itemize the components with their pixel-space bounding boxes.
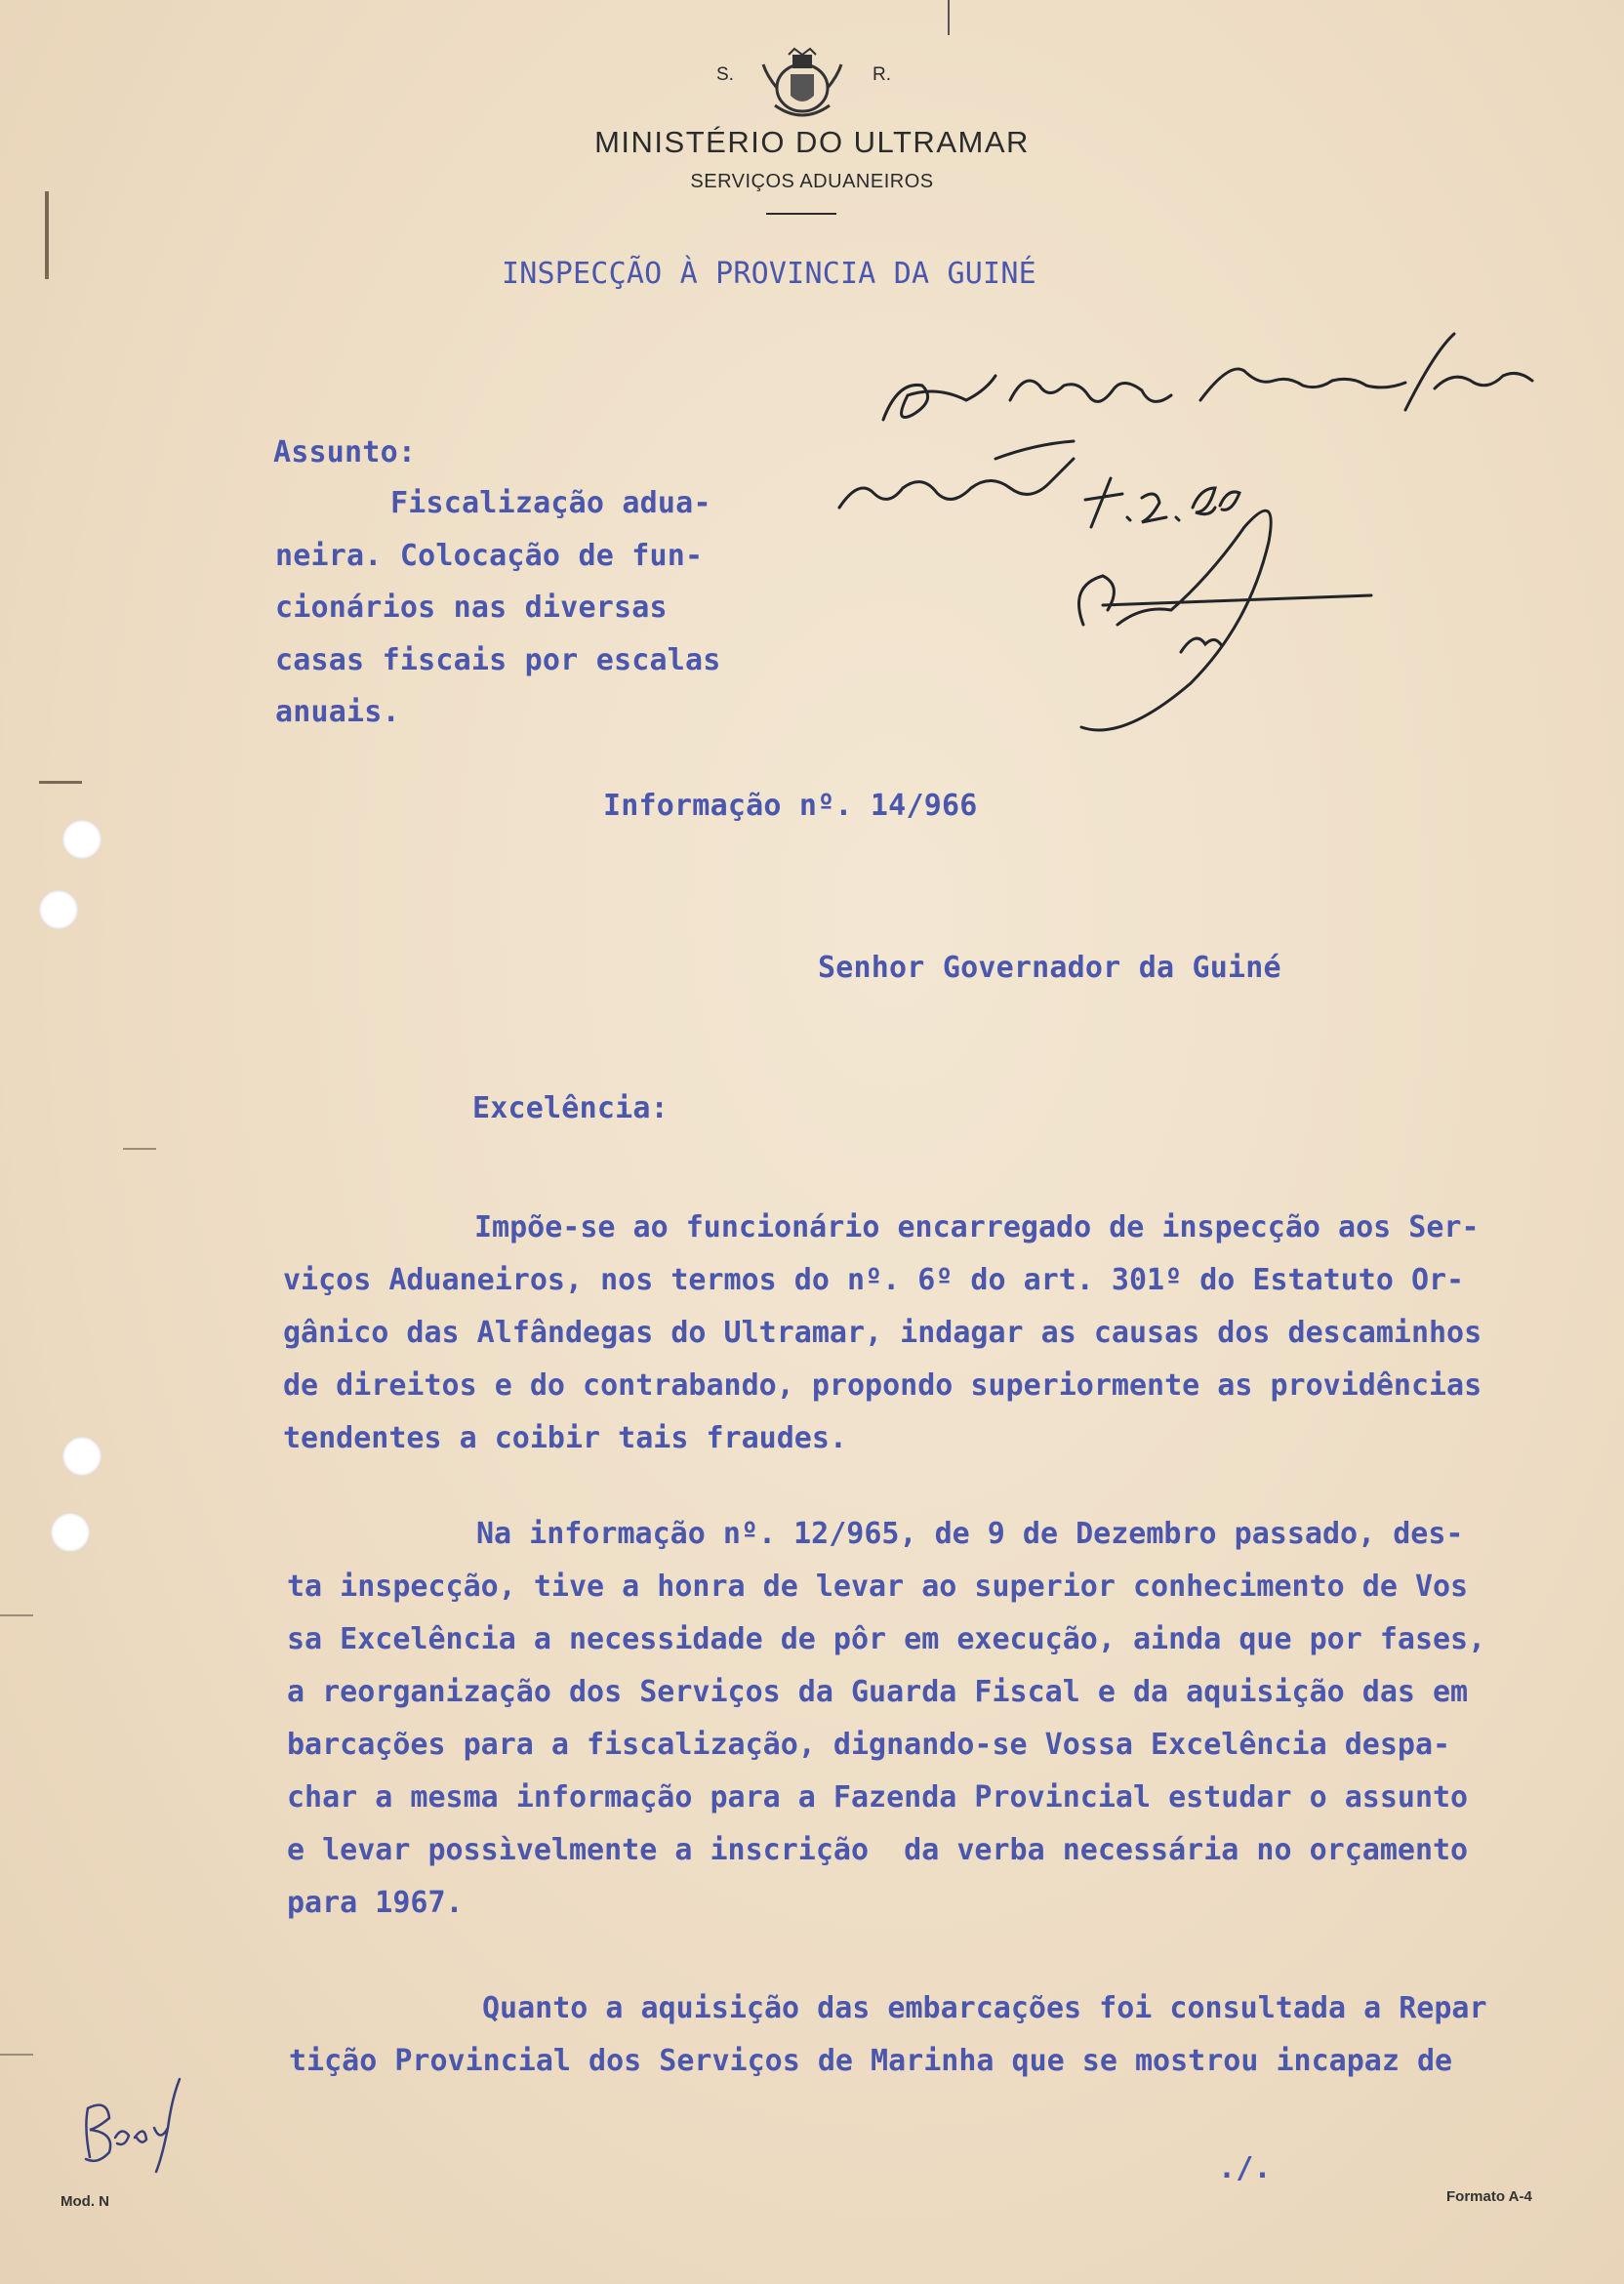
paragraph-line: Na informação nº. 12/965, de 9 de Dezembro passado, des- [476, 1517, 1464, 1551]
paragraph-line: barcações para a fiscalização, dignando-se Vossa Excelência despa- [287, 1728, 1451, 1762]
paragraph-line: sa Excelência a necessidade de pôr em execução, ainda que por fases, [287, 1622, 1486, 1656]
format-label: Formato A-4 [1446, 2188, 1532, 2205]
ministry-title: MINISTÉRIO DO ULTRAMAR [594, 125, 1030, 159]
paragraph-line: ta inspecção, tive a honra de levar ao superior conhecimento de Vos [287, 1570, 1469, 1604]
subject-line: neira. Colocação de fun- [275, 539, 704, 573]
salutation: Excelência: [472, 1091, 669, 1125]
inspection-heading: INSPECÇÃO À PROVINCIA DA GUINÉ [502, 257, 1036, 291]
addressee: Senhor Governador da Guiné [818, 951, 1281, 985]
paragraph-line: para 1967. [287, 1886, 464, 1920]
services-subtitle: SERVIÇOS ADUANEIROS [690, 171, 934, 192]
body-paragraph-1 [283, 1210, 1601, 1474]
paragraph-line: gânico das Alfândegas do Ultramar, indagar as causas dos descaminhos [283, 1316, 1482, 1350]
subject-line: Fiscalização adua- [390, 486, 711, 520]
subject-label: Assunto: [273, 435, 417, 469]
paragraph-line: e levar possìvelmente a inscrição da verba necessária no orçamento [287, 1833, 1469, 1867]
paragraph-line: Impõe-se ao funcionário encarregado de inspecção aos Ser- [474, 1210, 1480, 1244]
continuation-mark: ./. [1218, 2151, 1272, 2185]
margin-initials-signature [0, 0, 215, 2284]
handwritten-note [0, 0, 1624, 761]
subject-line: cionários nas diversas [275, 591, 668, 625]
model-label: Mod. N [61, 2193, 109, 2210]
paragraph-line: tendentes a coibir tais fraudes. [283, 1421, 847, 1455]
paragraph-line: char a mesma informação para a Fazenda Provincial estudar o assunto [287, 1780, 1469, 1815]
subject-line: anuais. [275, 695, 400, 729]
letterhead-initial-s: S. [716, 64, 734, 85]
body-paragraph-2 [287, 1517, 1604, 1938]
subject-line: casas fiscais por escalas [275, 643, 721, 677]
paragraph-line: tição Provincial dos Serviços de Marinha que se mostrou incapaz de [289, 2044, 1453, 2078]
information-number: Informação nº. 14/966 [603, 789, 978, 823]
paragraph-line: Quanto a aquisição das embarcações foi consultada a Repar [482, 1991, 1487, 2025]
paragraph-line: viços Aduaneiros, nos termos do nº. 6º do art. 301º do Estatuto Or- [283, 1263, 1465, 1297]
letterhead-initial-r: R. [873, 64, 891, 85]
body-paragraph-3 [289, 1991, 1606, 2097]
paragraph-line: a reorganização dos Serviços da Guarda Fiscal e da aquisição das em [287, 1675, 1469, 1709]
paragraph-line: de direitos e do contrabando, propondo superiormente as providências [283, 1368, 1482, 1403]
